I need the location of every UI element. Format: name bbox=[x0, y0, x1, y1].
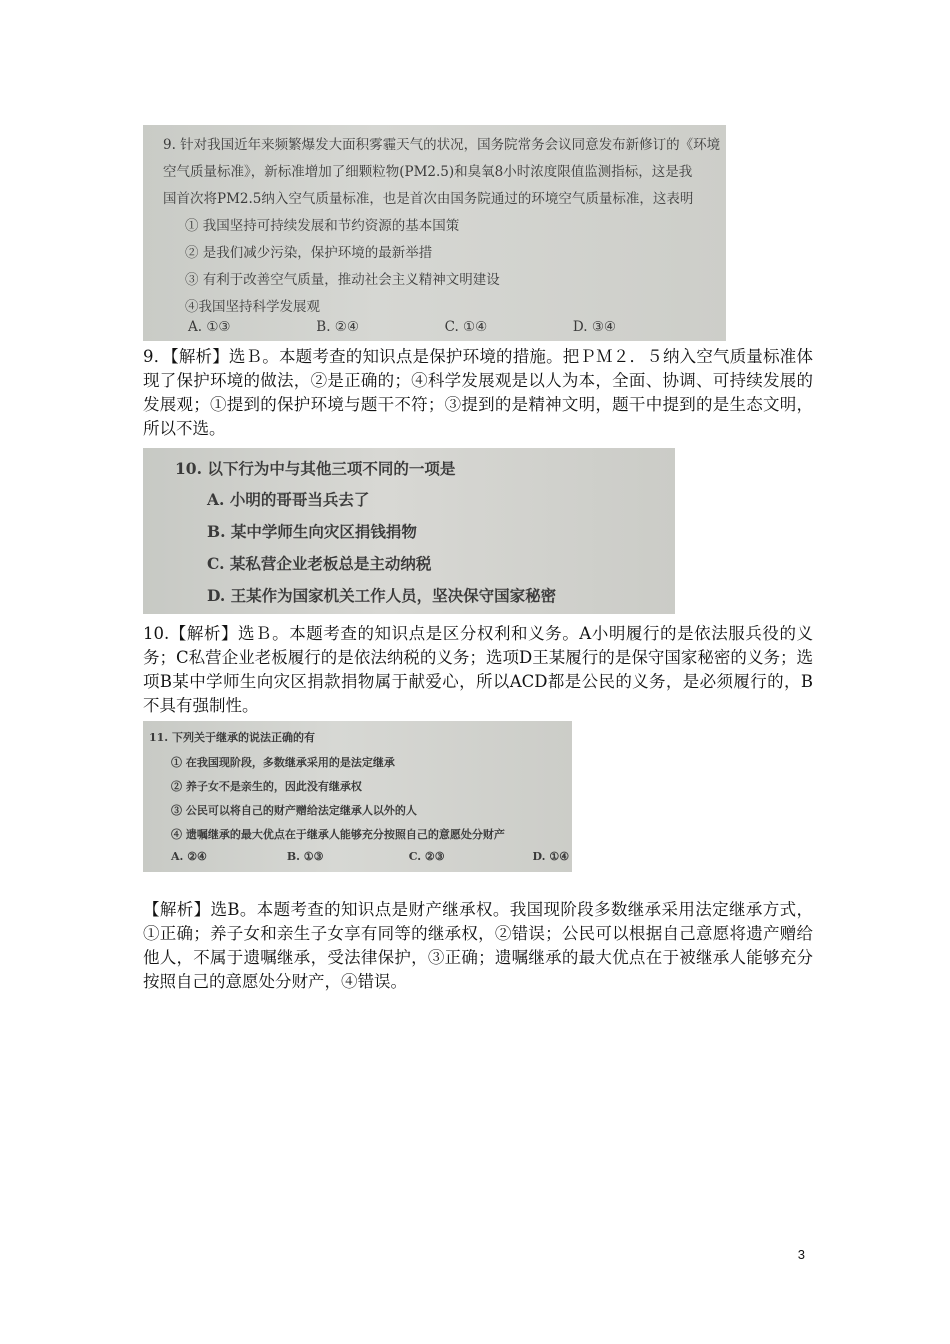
question-10-photo bbox=[143, 448, 675, 614]
q11-item-1: ① 在我国现阶段，多数继承采用的是法定继承 bbox=[171, 756, 395, 769]
q11-option-c: C. ②③ bbox=[408, 850, 445, 863]
q11-stem: 11. 下列关于继承的说法正确的有 bbox=[149, 731, 315, 744]
q9-option-b: B. ②④ bbox=[316, 319, 360, 335]
question-11-photo bbox=[143, 721, 572, 872]
q11-analysis: 【解析】选B。本题考查的知识点是财产继承权。我国现阶段多数继承采用法定继承方式，①正确；养子女和亲生子女享有同等的继承权，②错误；公民可以根据自己意愿将遗产赠给他人，不属于遗嘱继承，受法律保护，③正确；遗嘱继承的最大优点在于被继承人能够充分按照自己的意愿处分财产，④错误。 bbox=[143, 900, 813, 991]
question-9-photo bbox=[143, 125, 726, 341]
q10-option-b: B. 某中学师生向灾区捐钱捐物 bbox=[207, 522, 417, 541]
q9-stem-line-2: 空气质量标准》，新标准增加了细颗粒物(PM2.5)和臭氧8小时浓度限值监测指标，这是我 bbox=[163, 164, 693, 180]
q10-option-c: C. 某私营企业老板总是主动纳税 bbox=[207, 554, 432, 573]
q10-stem: 10. 以下行为中与其他三项不同的一项是 bbox=[175, 459, 456, 478]
q9-options bbox=[188, 319, 616, 335]
q10-option-d: D. 王某作为国家机关工作人员，坚决保守国家秘密 bbox=[207, 586, 557, 605]
page-number: 3 bbox=[797, 1247, 805, 1262]
q11-item-3: ③ 公民可以将自己的财产赠给法定继承人以外的人 bbox=[171, 804, 417, 817]
q10-option-a: A. 小明的哥哥当兵去了 bbox=[207, 490, 370, 509]
q11-options bbox=[171, 850, 569, 863]
q9-item-3: ③ 有利于改善空气质量，推动社会主义精神文明建设 bbox=[185, 272, 500, 288]
q9-analysis: 9．【解析】选Ｂ。本题考查的知识点是保护环境的措施。把ＰＭ２．５纳入空气质量标准体现了保护环境的做法，②是正确的；④科学发展观是以人为本，全面、协调、可持续发展的发展观；①提到的保护环境与题干不符；③提到的是精神文明，题干中提到的是生态文明，所以不选。 bbox=[143, 347, 813, 438]
q9-option-d: D. ③④ bbox=[572, 319, 617, 335]
q11-item-2: ② 养子女不是亲生的，因此没有继承权 bbox=[171, 780, 362, 793]
q9-item-1: ① 我国坚持可持续发展和节约资源的基本国策 bbox=[185, 218, 460, 234]
q11-option-d: D. ①④ bbox=[532, 850, 570, 863]
q11-option-a: A. ②④ bbox=[171, 850, 207, 863]
q9-option-a: A. ①③ bbox=[188, 319, 231, 335]
q11-option-b: B. ①③ bbox=[286, 850, 324, 863]
q10-analysis: 10.【解析】选Ｂ。本题考查的知识点是区分权利和义务。A小明履行的是依法服兵役的义务；C私营企业老板履行的是依法纳税的义务；选项D王某履行的是保守国家秘密的义务；选项B某中学师生向灾区捐款捐物属于献爱心，所以ACD都是公民的义务，是必须履行的，B不具有强制性。 bbox=[143, 624, 813, 715]
q9-item-2: ② 是我们减少污染，保护环境的最新举措 bbox=[185, 245, 433, 261]
q9-stem-line-3: 国首次将PM2.5纳入空气质量标准，也是首次由国务院通过的环境空气质量标准，这表明 bbox=[163, 191, 694, 207]
q9-item-4: ④我国坚持科学发展观 bbox=[185, 299, 320, 315]
q9-option-c: C. ①④ bbox=[444, 319, 488, 335]
q9-stem-line-1: 9. 针对我国近年来频繁爆发大面积雾霾天气的状况，国务院常务会议同意发布新修订的《环境 bbox=[163, 137, 721, 153]
q11-item-4: ④ 遗嘱继承的最大优点在于继承人能够充分按照自己的意愿处分财产 bbox=[171, 828, 505, 841]
